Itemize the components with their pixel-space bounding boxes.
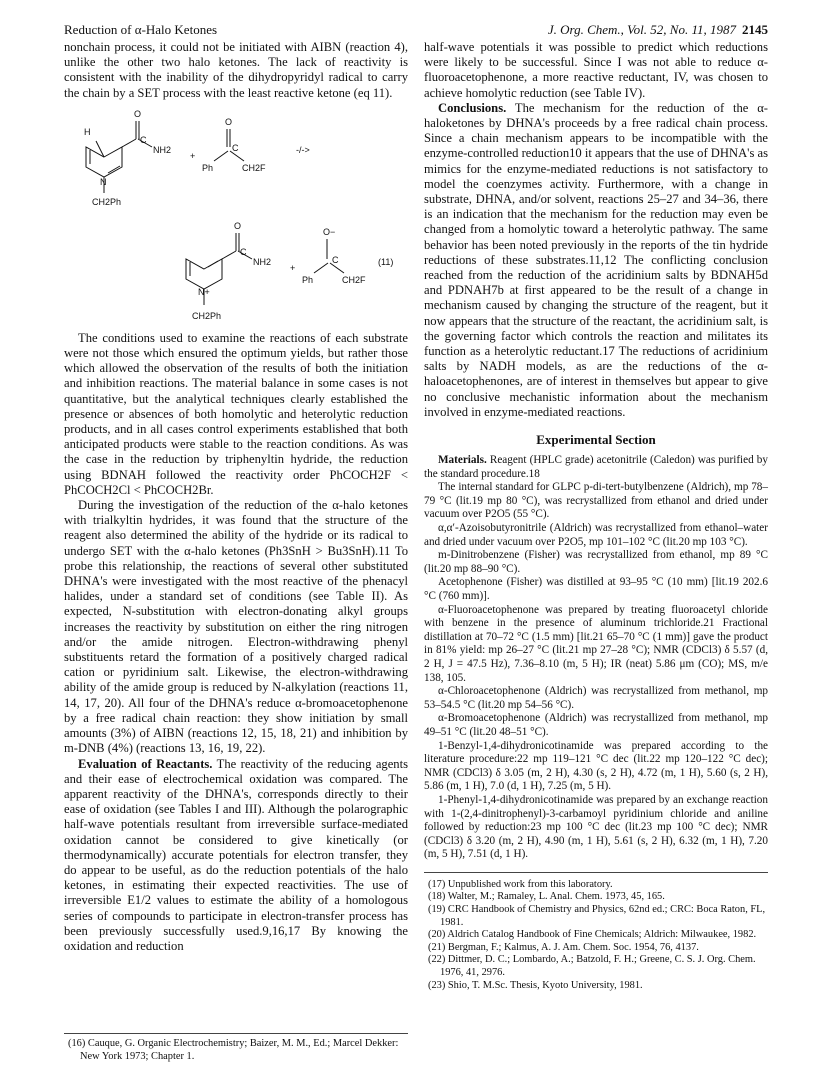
left-paragraph-2: The conditions used to examine the reactions of each substrate were not those which ensured the optimum yields, but rather those which allowed the observation of the results of both the initiation and inhibition reactions. The material balance in some cases is not quantitative, but the analytical techniques clearly established the presence or absences of both homolytic and heterolytic reduction products, and in all cases control experiments established that both anticipated products were stable to the reaction conditions. As was the case in the reduction by triphenyltin hydride, the reduction using BDNAH followed the reactivity order PhCOCH2F < PhCOCH2Cl < PhCOCH2Br. <box>64 330 408 497</box>
evaluation-heading: Evaluation of Reactants. <box>78 756 213 771</box>
exp-paragraph-8: α-Bromoacetophenone (Aldrich) was recrystallized from methanol, mp 49–51 °C (lit.20 48–51 °C). <box>424 712 768 738</box>
evaluation-text: The reactivity of the reducing agents and their ease of electrochemical oxidation was compared. The apparent reactivity of the DHNA's, corresponds directly to their ease of oxidation (see Tables I and III). Although the polarographic half-wave potentials resultant from irreversible surface-mediated oxidation cannot be considered to give kinetically (or thermodynamically) accurate potentials for electron transfer, they do appear to be useful, as do the reduction potentials of the halo ketones, in estimating their expected reactivities. The use of irreversible E1/2 values to estimate the ability of a homologous series of compounds to participate in electron-transfer process has been previously successfully used.9,16,17 By knowing the oxidation and reduction <box>64 756 409 953</box>
left-paragraph-1: nonchain process, it could not be initiated with AIBN (reaction 4), unlike the other two halo ketones. The lack of reactivity is consistent with the inability of the dihydropyridyl radical to carry the chain by a SET process with the least reactive ketone (eq 11). <box>64 40 408 100</box>
amide-nh2-label-2: NH2 <box>253 256 272 267</box>
footnote-16: (16) Cauque, G. Organic Electrochemistry; Baizer, M. M., Ed.; Marcel Dekker: New York 1973; Chapter 1. <box>68 1038 399 1062</box>
phenyl-label: Ph <box>202 162 214 173</box>
conclusions-paragraph <box>424 101 768 420</box>
no-reaction-arrow: -/-> <box>296 144 310 155</box>
benzyl-label: CH2Ph <box>92 196 122 207</box>
exp-paragraph-9: 1-Benzyl-1,4-dihydronicotinamide was prepared according to the literature procedure:22 mp 119–121 °C dec (lit.22 mp 120–122 °C dec); NMR (CDCl3) δ 3.05 (m, 2 H), 4.30 (s, 2 H), 4.72 (m, 1 H), 5.60 (s, 2 H), 5.86 (m, 1 H), 7.0 (d, 1 H), 7.25 (m, 5 H). <box>424 739 768 793</box>
experimental-section <box>424 454 768 862</box>
amide-nh2-label: NH2 <box>153 144 172 155</box>
right-column <box>424 40 768 992</box>
plus-sign-2: + <box>290 262 296 273</box>
experimental-section-title: Experimental Section <box>536 432 656 448</box>
reference-list <box>424 872 768 992</box>
exp-paragraph-7: α-Chloroacetophenone (Aldrich) was recrystallized from methanol, mp 53–54.5 °C (lit.20 mp 54–56 °C). <box>424 685 768 711</box>
ring-nitrogen-label: N <box>100 176 107 187</box>
page-number: 2145 <box>742 22 768 37</box>
left-paragraph-3: During the investigation of the reduction of the α-halo ketones with trialkyltin hydrides, it was found that the structure of the reagent also determined the ability of the hydride or its radical to undergo SET with the α-halo ketones (Ph3SnH > Bu3SnH).11 To probe this relationship, the reactions of several other substituted DHNA's were investigated with the most reactive of the phenacyl halides, under a standard set of conditions (see Table II). As expected, N-substitution with electron-donating alkyl groups increases the reactivity by substitution on either the ring nitrogen and/or the amide nitrogen. Electron-withdrawing phenyl substituents retard the formation of a positively charged radical cation or pyridinium salt. Likewise, the electron-withdrawing ability of the amide group is reduced by N-alkylation (reactions 11, 14, 17, 20). All four of the DHNA's reduce α-bromoacetophenone by a free radical chain reaction: they show initiation by small amounts (3%) of AIBN (reactions 12, 15, 18, 21) and inhibition by m-DNB (4%) (reactions 13, 16, 19, 22). <box>64 498 408 756</box>
journal-name: J. Org. Chem., Vol. 52, No. 11, 1987 <box>547 22 736 37</box>
exp-paragraph-3: α,α′-Azoisobutyronitrile (Aldrich) was recrystallized from ethanol–water and dried under vacuum over P2O5, mp 101–102 °C (lit.20 mp 103 °C). <box>424 522 768 548</box>
plus-sign: + <box>190 150 196 161</box>
page-header <box>64 22 768 40</box>
exp-paragraph-6: α-Fluoroacetophenone was prepared by treating fluoroacetyl chloride with benzene in the presence of aluminum trichloride.21 Fractional distillation at 70–72 °C (1.5 mm) [lit.21 65–70 °C (1 mm)] gave the product in 81% yield: mp 26–27 °C (lit.21 mp 27–28 °C); NMR (CDCl3) δ 5.57 (d, 2 H, J = 47.5 Hz), 7.36–8.10 (m, 5 H); IR (neat) 5.86 μm (CO); MS, m/e 138, 105. <box>424 603 768 684</box>
ketone-oxygen-label: O <box>225 116 233 127</box>
left-footnote <box>64 1033 408 1063</box>
conclusions-text: The mechanism for the reduction of the α-haloketones by DHNA's proceeds by a free radical chain process. Since a chain mechanism appears to be incompatible with the enzyme-controlled reduction10 it appears that the use of DHNA's as mimics for the enzyme-mediated reductions is not satisfactory to model the coenzymes activity. Furthermore, with a change in substrate, DHNA, and/or solvent, reactions 25–27 and 34–36, there is an indication that the mechanism for the reduction may even be changed from a homolytic toward a heterolytic pathway. The same behavior has been noted previously in the reports of the tin hydride reductions of these substrates.11,12 The conflicting conclusion reached from the reduction of the acridinium salts by BDNAH5d and PDNAH7b at first appeared to be the result of a change in mechanism caused by changing the structure of the reagent, but it now appears that the structure of the reactant, the acridinium salt, is the governing factor which controls the reaction and militates its function as a heterolytic reductant.17 The reductions of acridinium salts by NADH models, as are the reductions of the α-haloacetophenones, are of interest in themselves but appear to give no conclusive mechanistic information about the mechanism involved in enzyme-mediated reactions. <box>424 100 768 419</box>
oxide-label: O− <box>323 226 336 237</box>
carbonyl-carbon-label: C <box>140 134 147 145</box>
phenyl-label-2: Ph <box>302 274 314 285</box>
fluoroacetophenone-structure <box>202 117 266 173</box>
carbonyl-carbon-label-2: C <box>240 246 247 257</box>
exp-paragraph-4: m-Dinitrobenzene (Fisher) was recrystallized from ethanol, mp 89 °C (lit.20 mp 88–90 °C). <box>424 549 768 575</box>
reference-item: (17) Unpublished work from this laboratory. <box>428 878 613 890</box>
reference-item: (22) Dittmer, D. C.; Lombardo, A.; Batzold, F. H.; Greene, C. S. J. Org. Chem. 1976, 41, 2976. <box>428 954 756 979</box>
enolate-structure <box>302 227 366 285</box>
left-paragraph-4 <box>64 757 408 955</box>
ketone-carbon-label: C <box>232 142 239 153</box>
exp-paragraph-1 <box>424 454 768 481</box>
pyridinium-structure <box>186 221 271 321</box>
journal-citation <box>548 22 768 38</box>
exp-paragraph-2: The internal standard for GLPC p-di-tert-butylbenzene (Aldrich), mp 78–79 °C (lit.19 mp 80 °C), was recrystallized from ethanol and dried under vacuum over P2O5 (55 °C). <box>424 481 768 521</box>
hydrogen-label: H <box>84 126 91 137</box>
conclusions-heading: Conclusions. <box>438 100 507 115</box>
running-title: Reduction of α-Halo Ketones <box>64 22 218 37</box>
materials-heading: Materials. <box>438 454 487 467</box>
dihydropyridine-structure <box>84 109 171 207</box>
left-column <box>64 40 408 954</box>
exp-paragraph-10: 1-Phenyl-1,4-dihydronicotinamide was prepared by an exchange reaction with 1-(2,4-dinitrophenyl)-3-carbamoyl pyridinium chloride and aniline followed by reduction:23 mp 100 °C dec (lit.23 mp 100 °C dec); NMR (CDCl3) δ 3.20 (m, 2 H), 4.90 (m, 1 H), 5.61 (s, 2 H), 6.32 (m, 1 H), 7.20 (m, 5 H), 7.51 (d, 1 H). <box>424 793 768 861</box>
reference-item: (20) Aldrich Catalog Handbook of Fine Chemicals; Aldrich: Milwaukee, 1982. <box>428 929 757 941</box>
equation-number: (11) <box>378 256 394 267</box>
pyridinium-nitrogen-label: N+ <box>198 286 210 297</box>
enolate-carbon-label: C <box>332 254 339 265</box>
reference-item: (21) Bergman, F.; Kalmus, A. J. Am. Chem. Soc. 1954, 76, 4137. <box>428 941 699 953</box>
reference-item: (23) Shio, T. M.Sc. Thesis, Kyoto University, 1981. <box>428 979 643 991</box>
reaction-scheme-eq-11 <box>64 101 408 331</box>
reference-item: (18) Walter, M.; Ramaley, L. Anal. Chem. 1973, 45, 165. <box>428 891 665 903</box>
reference-item: (19) CRC Handbook of Chemistry and Physics, 62nd ed.; CRC: Boca Raton, FL, 1981. <box>428 904 766 928</box>
exp-paragraph-5: Acetophenone (Fisher) was distilled at 93–95 °C (10 mm) [lit.19 202.6 °C (760 mm)]. <box>424 576 768 603</box>
fluoromethyl-label-2: CH2F <box>342 274 366 285</box>
benzyl-label-2: CH2Ph <box>192 310 222 321</box>
carbonyl-oxygen-label-2: O <box>234 220 242 231</box>
exp-text-1: Reagent (HPLC grade) acetonitrile (Caledon) was purified by the standard procedure.18 <box>424 454 768 480</box>
right-paragraph-1: half-wave potentials it was possible to predict which reductions were likely to be successful. Since I was not able to reduce α-fluoroacetophenone, a more reactive reductant, IV, was chosen to achieve homolytic reduction (see Table IV). <box>424 40 768 100</box>
carbonyl-oxygen-label: O <box>134 108 142 119</box>
fluoromethyl-label: CH2F <box>242 162 266 173</box>
